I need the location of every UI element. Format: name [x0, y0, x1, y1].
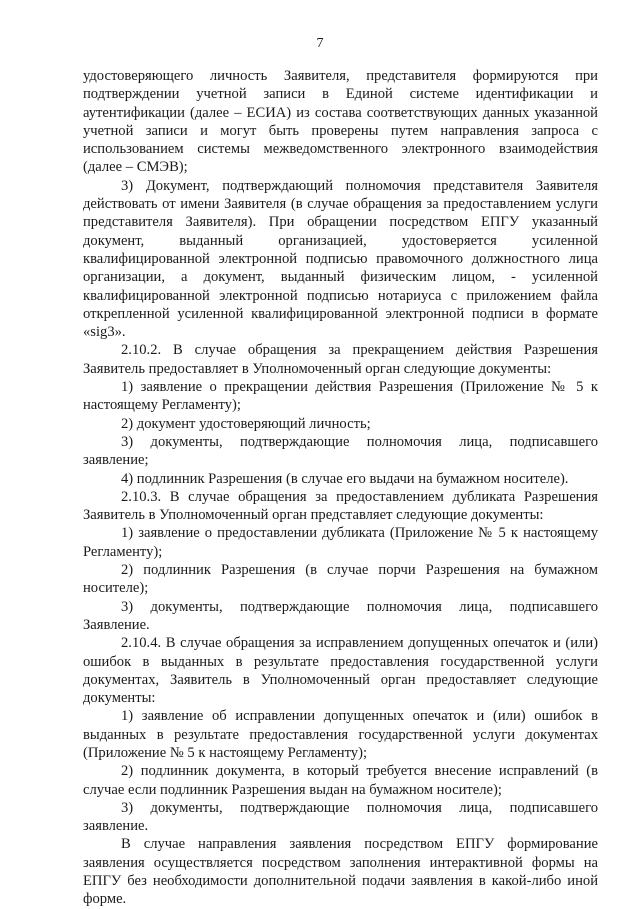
paragraph: 2.10.2. В случае обращения за прекращением действия Разрешения Заявитель предоставляет в Уполномоченный орган следующие документы: — [83, 342, 598, 377]
paragraph: 2) документ удостоверяющий личность; — [121, 415, 371, 432]
paragraph: 1) заявление о предоставлении дубликата (Приложение № 5 к настоящему Регламенту); — [83, 525, 598, 560]
paragraph: 3) документы, подтверждающие полномочия лица, подписавшего заявление; — [83, 433, 598, 469]
paragraph: 2.10.3. В случае обращения за предоставлением дубликата Разрешения Заявитель в Уполномоченный орган представляет следующие документы: — [83, 488, 598, 524]
document-body — [83, 67, 598, 909]
paragraph: 3) документы, подтверждающие полномочия лица, подписавшего Заявление. — [83, 598, 598, 633]
paragraph: 2) подлинник Разрешения (в случае порчи Разрешения на бумажном носителе); — [83, 562, 598, 597]
page-number: 7 — [316, 36, 324, 51]
paragraph: 1) заявление о прекращении действия Разрешения (Приложение № 5 к настоящему Регламенту); — [83, 379, 598, 414]
paragraph: 3) документы, подтверждающие полномочия лица, подписавшего заявление. — [83, 799, 598, 835]
paragraph: 1) заявление об исправлении допущенных опечаток и (или) ошибок в выданных в результате предоставления государственной услуги документах (Приложение № 5 к настоящему Регламенту); — [83, 708, 598, 761]
paragraph: 2) подлинник документа, в который требуется внесение исправлений (в случае если подлинник Разрешения выдан на бумажном носителе); — [83, 763, 598, 798]
paragraph: 2.10.4. В случае обращения за исправлением допущенных опечаток и (или) ошибок в выданных в результате предоставления государственной услуги документах, Заявитель в Уполномоченный орган предоставляет следующие документы: — [83, 635, 598, 707]
paragraph: 3) Документ, подтверждающий полномочия представителя Заявителя действовать от имени Заявителя (в случае обращения за предоставлением услуги представителя Заявителя). При обращении посредством ЕПГУ указанный документ, выданный организацией, удостоверяется усиленной квалифицированной электронной подписью правомочного должностного лица организации, а документ, выданный физическим лицом, - усиленной квалифицированной электронной подписью нотариуса с приложением файла открепленной усиленной квалифицированной электронной подписи в формате «sig3». — [83, 177, 598, 341]
paragraph: В случае направления заявления посредством ЕПГУ формирование заявления осуществляется посредством заполнения интерактивной формы на ЕПГУ без необходимости дополнительной подачи заявления в какой-либо иной форме. — [83, 836, 598, 908]
paragraph: 4) подлинник Разрешения (в случае его выдачи на бумажном носителе). — [121, 470, 569, 487]
paragraph: удостоверяющего личность Заявителя, представителя формируются при подтверждении учетной записи в Единой системе идентификации и аутентификации (далее – ЕСИА) из состава соответствующих данных указанной учетной записи и могут быть проверены путем направления запроса с использованием системы межведомственного электронного взаимодействия (далее – СМЭВ); — [83, 68, 598, 176]
